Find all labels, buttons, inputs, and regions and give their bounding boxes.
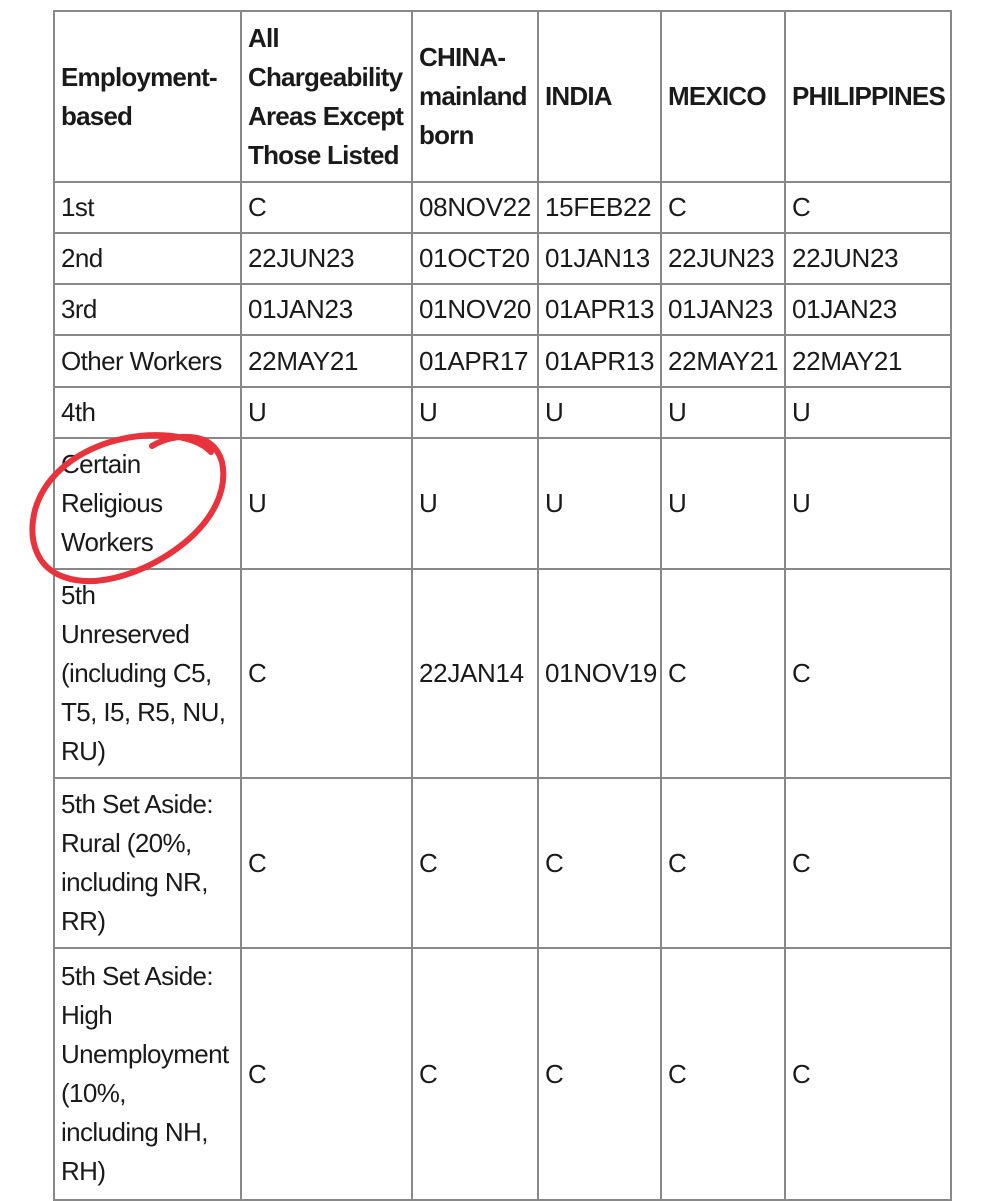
table-row xyxy=(54,387,951,438)
table-row xyxy=(54,335,951,387)
table-cell: C xyxy=(241,182,412,233)
table-cell: C xyxy=(785,948,951,1200)
table-cell: U xyxy=(241,438,412,569)
row-category: Certain Religious Workers xyxy=(54,438,241,569)
table-cell: C xyxy=(661,948,785,1200)
table-row xyxy=(54,438,951,569)
table-cell: 22JUN23 xyxy=(785,233,951,284)
table-row xyxy=(54,778,951,948)
table-cell: C xyxy=(241,569,412,778)
row-category: 3rd xyxy=(54,284,241,335)
table-cell: U xyxy=(538,438,661,569)
table-cell: 22JUN23 xyxy=(661,233,785,284)
table-cell: 01APR13 xyxy=(538,284,661,335)
row-category: 2nd xyxy=(54,233,241,284)
table-row xyxy=(54,948,951,1200)
row-category: 5th Set Aside: High Unemployment (10%, including NH, RH) xyxy=(54,948,241,1200)
table-cell: C xyxy=(412,778,538,948)
table-cell: U xyxy=(785,438,951,569)
table-cell: 01JAN23 xyxy=(661,284,785,335)
table-cell: 01JAN23 xyxy=(241,284,412,335)
table-cell: 15FEB22 xyxy=(538,182,661,233)
header-mexico: MEXICO xyxy=(661,11,785,182)
table-cell: C xyxy=(661,778,785,948)
table-cell: U xyxy=(412,438,538,569)
table-cell: U xyxy=(412,387,538,438)
header-all-chargeability: All Chargeability Areas Except Those Listed xyxy=(241,11,412,182)
table-cell: C xyxy=(785,778,951,948)
table-cell: U xyxy=(661,438,785,569)
table-cell: 01NOV20 xyxy=(412,284,538,335)
table-row xyxy=(54,284,951,335)
table-cell: U xyxy=(785,387,951,438)
table-cell: 22JUN23 xyxy=(241,233,412,284)
table-cell: 01NOV19 xyxy=(538,569,661,778)
row-category: 1st xyxy=(54,182,241,233)
table-row xyxy=(54,182,951,233)
visa-bulletin-table xyxy=(53,10,952,1201)
table-row xyxy=(54,569,951,778)
table-cell: C xyxy=(661,569,785,778)
table-cell: U xyxy=(241,387,412,438)
row-category: Other Workers xyxy=(54,335,241,387)
table-cell: U xyxy=(538,387,661,438)
row-category: 5th Set Aside: Rural (20%, including NR, RR) xyxy=(54,778,241,948)
row-category: 5th Unreserved (including C5, T5, I5, R5, NU, RU) xyxy=(54,569,241,778)
header-employment-based: Employment- based xyxy=(54,11,241,182)
table-cell: 01APR13 xyxy=(538,335,661,387)
header-philippines: PHILIPPINES xyxy=(785,11,951,182)
header-china: CHINA- mainland born xyxy=(412,11,538,182)
table-row xyxy=(54,233,951,284)
table-cell: C xyxy=(241,948,412,1200)
table-cell: 22JAN14 xyxy=(412,569,538,778)
table-cell: 01JAN23 xyxy=(785,284,951,335)
row-category: 4th xyxy=(54,387,241,438)
table-cell: 01APR17 xyxy=(412,335,538,387)
table-cell: C xyxy=(538,948,661,1200)
header-india: INDIA xyxy=(538,11,661,182)
table-cell: C xyxy=(412,948,538,1200)
table-cell: 22MAY21 xyxy=(241,335,412,387)
table-cell: 08NOV22 xyxy=(412,182,538,233)
table-cell: C xyxy=(785,182,951,233)
table-cell: C xyxy=(241,778,412,948)
table-cell: C xyxy=(538,778,661,948)
table-cell: C xyxy=(661,182,785,233)
table-cell: 01JAN13 xyxy=(538,233,661,284)
table-cell: 22MAY21 xyxy=(785,335,951,387)
table-cell: C xyxy=(785,569,951,778)
header-row xyxy=(54,11,951,182)
table-cell: U xyxy=(661,387,785,438)
table-cell: 22MAY21 xyxy=(661,335,785,387)
table-cell: 01OCT20 xyxy=(412,233,538,284)
